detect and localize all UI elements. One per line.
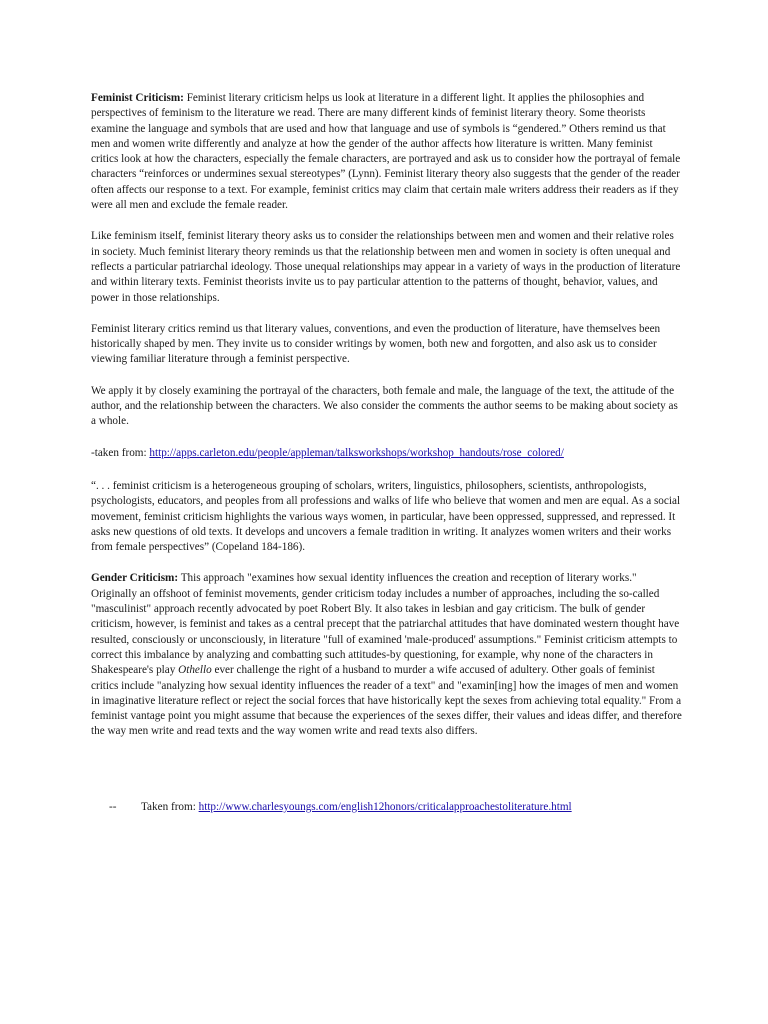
application-paragraph: We apply it by closely examining the portrayal of the characters, both female and male, the language of the text, the attitude of the author, and the relationship between the characters. We also consider the comments the author seems to be making about society as a whole. bbox=[91, 384, 678, 428]
othello-title: Othello bbox=[178, 664, 212, 677]
spacer bbox=[91, 756, 682, 800]
gender-criticism-text-a: This approach "examines how sexual identity influences the creation and reception of literary works." Originally an offshoot of feminist movements, gender criticism today includes a number of approaches, including the so-called "masculinist" approach recently advocated by poet Robert Bly. It also takes in lesbian and gay criticism. The bulk of gender criticism, however, is feminist and takes as a central precept that the patriarchal attitudes that have dominated western thought have resulted, consciously or unconsciously, in literature "full of examined 'male-produced' assumptions." Feminist criticism attempts to correct this imbalance by analyzing and combatting such attitudes-by questioning, for example, why none of the characters in Shakespeare's play bbox=[91, 572, 680, 677]
feminist-criticism-paragraph bbox=[91, 91, 682, 213]
literary-values-paragraph: Feminist literary critics remind us that literary values, conventions, and even the production of literature, have themselves been historically shaped by men. They invite us to consider writings by women, both new and forgotten, and also ask us to consider viewing familiar literature through a feminist perspective. bbox=[91, 322, 661, 366]
gender-criticism-text-b: ever challenge the right of a husband to murder a wife accused of adultery. Other goals of feminist critics include "analyzing how sexual identity influences the reader of a text" and "examin[ing] how the images of men and women in imaginative literature reflect or reject the social forces that have historically kept the sexes from achieving total equality." From a feminist vantage point you might assume that because the experiences of the sexes differ, their values and ideas differ, and therefore the way men write and read texts and the way women write and read texts also differs. bbox=[91, 664, 682, 738]
source-dash: -- bbox=[109, 800, 117, 813]
feminist-criticism-heading: Feminist Criticism: bbox=[91, 92, 184, 104]
source-prefix: -taken from: bbox=[91, 446, 150, 459]
source-link-charlesyoungs[interactable]: http://www.charlesyoungs.com/english12honors/criticalapproachestoliterature.html bbox=[198, 800, 572, 813]
copeland-quote-paragraph: “. . . feminist criticism is a heterogeneous grouping of scholars, writers, linguistics, philosophers, scientists, anthropologists, psychologists, educators, and peoples from all professions and walks of life who believe that women and men are equal. As a social movement, feminist criticism highlights the various ways women, in particular, have been oppressed, suppressed, and repressed. It asks new questions of old texts. It develops and uncovers a female tradition in writing. It analyzes women writers and their works from female perspectives” (Copeland 184-186). bbox=[91, 479, 681, 554]
source-citation-1 bbox=[91, 446, 682, 461]
gender-criticism-paragraph bbox=[91, 571, 682, 739]
feminism-relationships-paragraph: Like feminism itself, feminist literary theory asks us to consider the relationships between men and women and their relative roles in society. Much feminist literary theory reminds us that the relationship between men and women in society is often unequal and reflects a particular patriarchal ideology. Those unequal relationships may appear in a variety of ways in the production of literature and within literary texts. Feminist theorists invite us to pay particular attention to the patterns of thought, behavior, values, and power in those relationships. bbox=[91, 230, 681, 304]
feminist-criticism-text: Feminist literary criticism helps us look at literature in a different light. It applies the philosophies and perspectives of feminism to the literature we read. There are many different kinds of feminist literary theory. Some theorists examine the language and symbols that are used and how that language and use of symbols is “gendered.” Others remind us that men and women write differently and analyze at how the gender of the author affects how literature is written. Many feminist critics look at how the characters, especially the female characters, are portrayed and ask us to consider how the portrayal of female characters “reinforces or undermines sexual stereotypes” (Lynn). Feminist literary theory also suggests that the gender of the reader often affects our response to a text. For example, feminist critics may claim that certain male writers address their readers as if they were all men and exclude the female reader. bbox=[91, 92, 681, 212]
gender-criticism-heading: Gender Criticism: bbox=[91, 572, 179, 585]
source-citation-2 bbox=[91, 800, 682, 815]
source-prefix-2: Taken from: bbox=[141, 800, 199, 813]
source-link-carleton[interactable]: http://apps.carleton.edu/people/appleman/talksworkshops/workshop_handouts/rose_colored/ bbox=[149, 446, 564, 459]
